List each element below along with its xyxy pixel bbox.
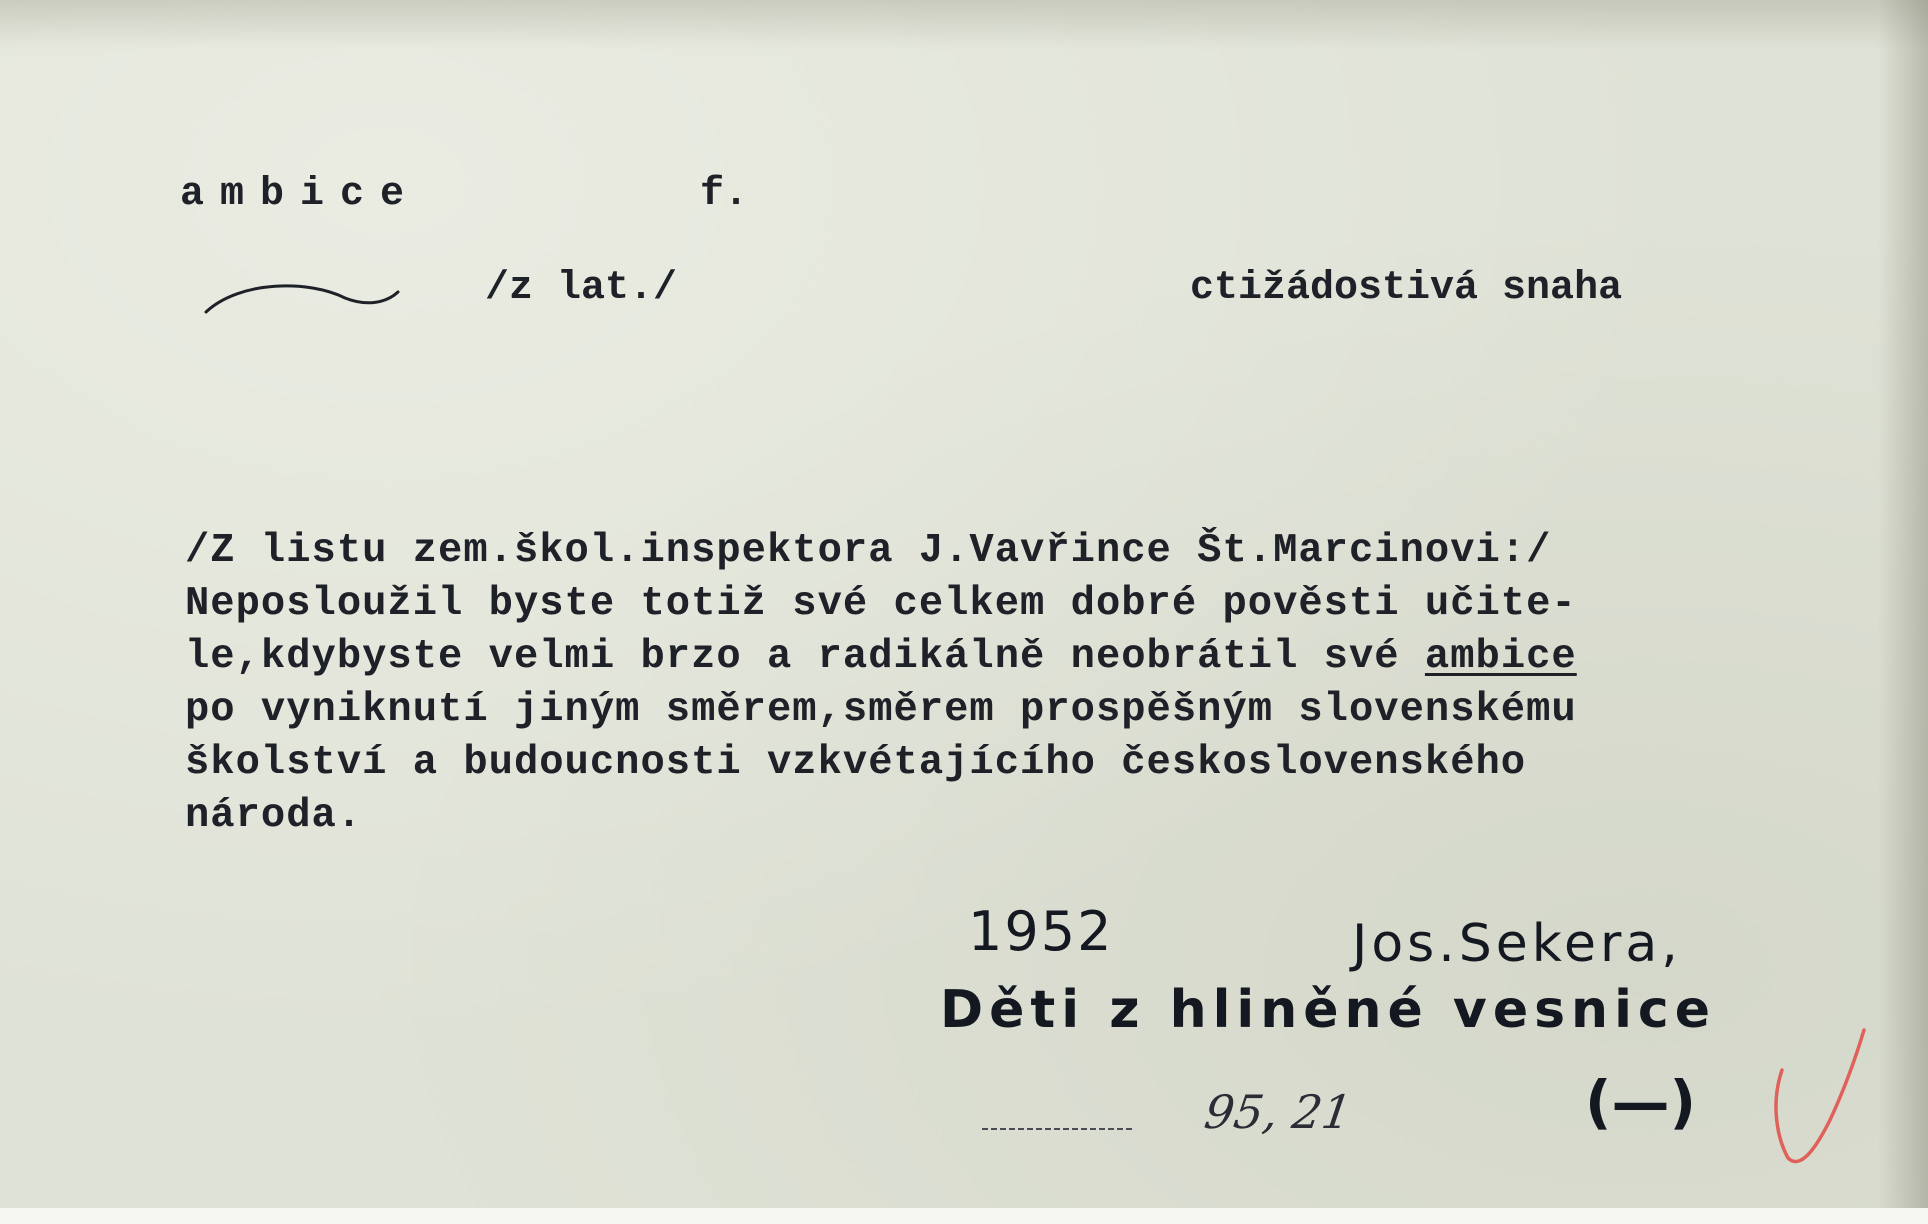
page-reference: 95, 21 <box>1201 1085 1356 1139</box>
quote-line: /Z listu zem.škol.inspektora J.Vavřince Št.Marcinovi:/ <box>185 528 1552 574</box>
quote-line: národa. <box>185 793 363 839</box>
citation-quote <box>185 525 1577 843</box>
bottom-strip <box>0 1208 1928 1224</box>
definition: ctižádostivá snaha <box>1190 266 1623 311</box>
grammatical-gender: f. <box>700 172 749 217</box>
source-book-title: Děti z hliněné vesnice <box>940 980 1716 1040</box>
etymology-origin: /z lat./ <box>485 266 678 311</box>
quote-line: le,kdybyste velmi brzo a radikálně neobrátil své <box>185 634 1425 680</box>
check-mark-icon <box>1760 1010 1870 1175</box>
headword: ambice <box>180 172 421 217</box>
quote-line: po vyniknutí jiným směrem,směrem prospěšným slovenskému <box>185 687 1577 733</box>
source-author: Jos.Sekera, <box>1352 914 1682 974</box>
paren-mark: (—) <box>1585 1068 1697 1136</box>
quote-keyword: ambice <box>1424 634 1577 680</box>
quote-line: školství a budoucnosti vzkvétajícího československého <box>185 740 1527 786</box>
card-right-edge <box>1878 0 1928 1208</box>
top-shadow <box>0 0 1928 50</box>
dotted-line <box>980 1124 1140 1134</box>
quote-line: Neposloužil byste totiž své celkem dobré pověsti učite- <box>185 581 1577 627</box>
tilde-dash-icon <box>200 272 410 322</box>
source-year: 1952 <box>968 900 1114 963</box>
